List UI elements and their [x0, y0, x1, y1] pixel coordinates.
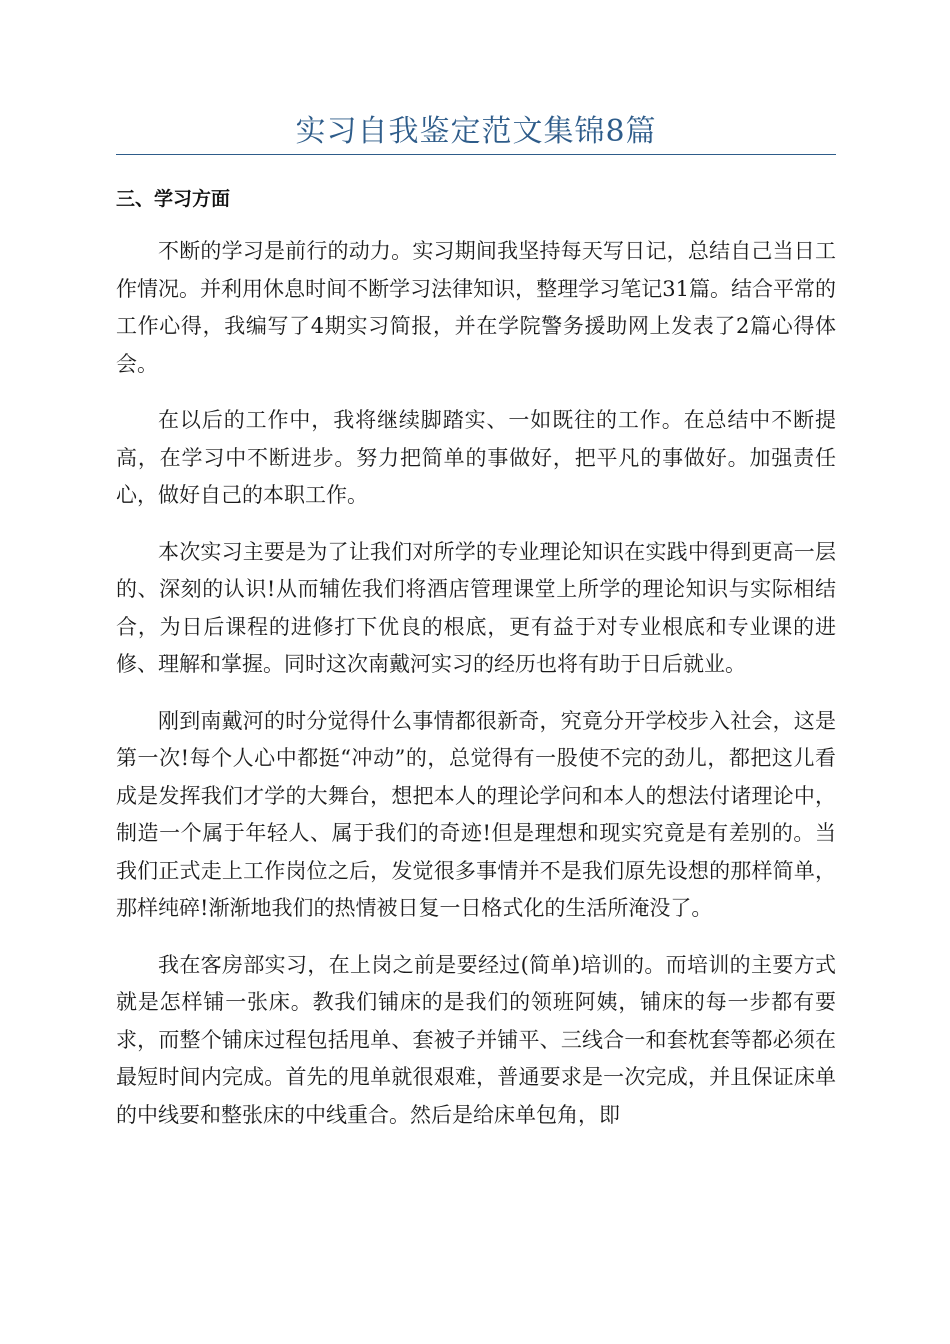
paragraph-3: 本次实习主要是为了让我们对所学的专业理论知识在实践中得到更高一层的、深刻的认识!从而辅佐我们将酒店管理课堂上所学的理论知识与实际相结合，为日后课程的进修打下优良的根底，更有益于对专业根底和专业课的进修、理解和掌握。同时这次南戴河实习的经历也将有助于日后就业。: [116, 539, 836, 676]
paragraph-1: 不断的学习是前行的动力。实习期间我坚持每天写日记，总结自己当日工作情况。并利用休息时间不断学习法律知识，整理学习笔记31篇。结合平常的工作心得，我编写了4期实习简报，并在学院警务援助网上发表了2篇心得体会。: [116, 239, 836, 376]
section-heading: 三、学习方面: [116, 188, 231, 210]
document-title: 实习自我鉴定范文集锦8篇: [295, 114, 657, 149]
paragraph-4: 刚到南戴河的时分觉得什么事情都很新奇，究竟分开学校步入社会，这是第一次!每个人心中都挺“冲动”的，总觉得有一股使不完的劲儿，都把这儿看成是发挥我们才学的大舞台，想把本人的理论学问和本人的想法付诸理论中，制造一个属于年轻人、属于我们的奇迹!但是理想和现实究竟是有差别的。当我们正式走上工作岗位之后，发觉很多事情并不是我们原先设想的那样简单，那样纯碎!渐渐地我们的热情被日复一日格式化的生活所淹没了。: [116, 708, 836, 920]
title-underline: [116, 154, 836, 155]
paragraph-2: 在以后的工作中，我将继续脚踏实、一如既往的工作。在总结中不断提高，在学习中不断进步。努力把简单的事做好，把平凡的事做好。加强责任心，做好自己的本职工作。: [116, 408, 836, 507]
paragraph-5: 我在客房部实习，在上岗之前是要经过(简单)培训的。而培训的主要方式就是怎样铺一张床。教我们铺床的是我们的领班阿姨，铺床的每一步都有要求，而整个铺床过程包括甩单、套被子并铺平、三线合一和套枕套等都必须在最短时间内完成。首先的甩单就很艰难，普通要求是一次完成，并且保证床单的中线要和整张床的中线重合。然后是给床单包角，即: [116, 952, 836, 1127]
document-page: [116, 0, 836, 1134]
